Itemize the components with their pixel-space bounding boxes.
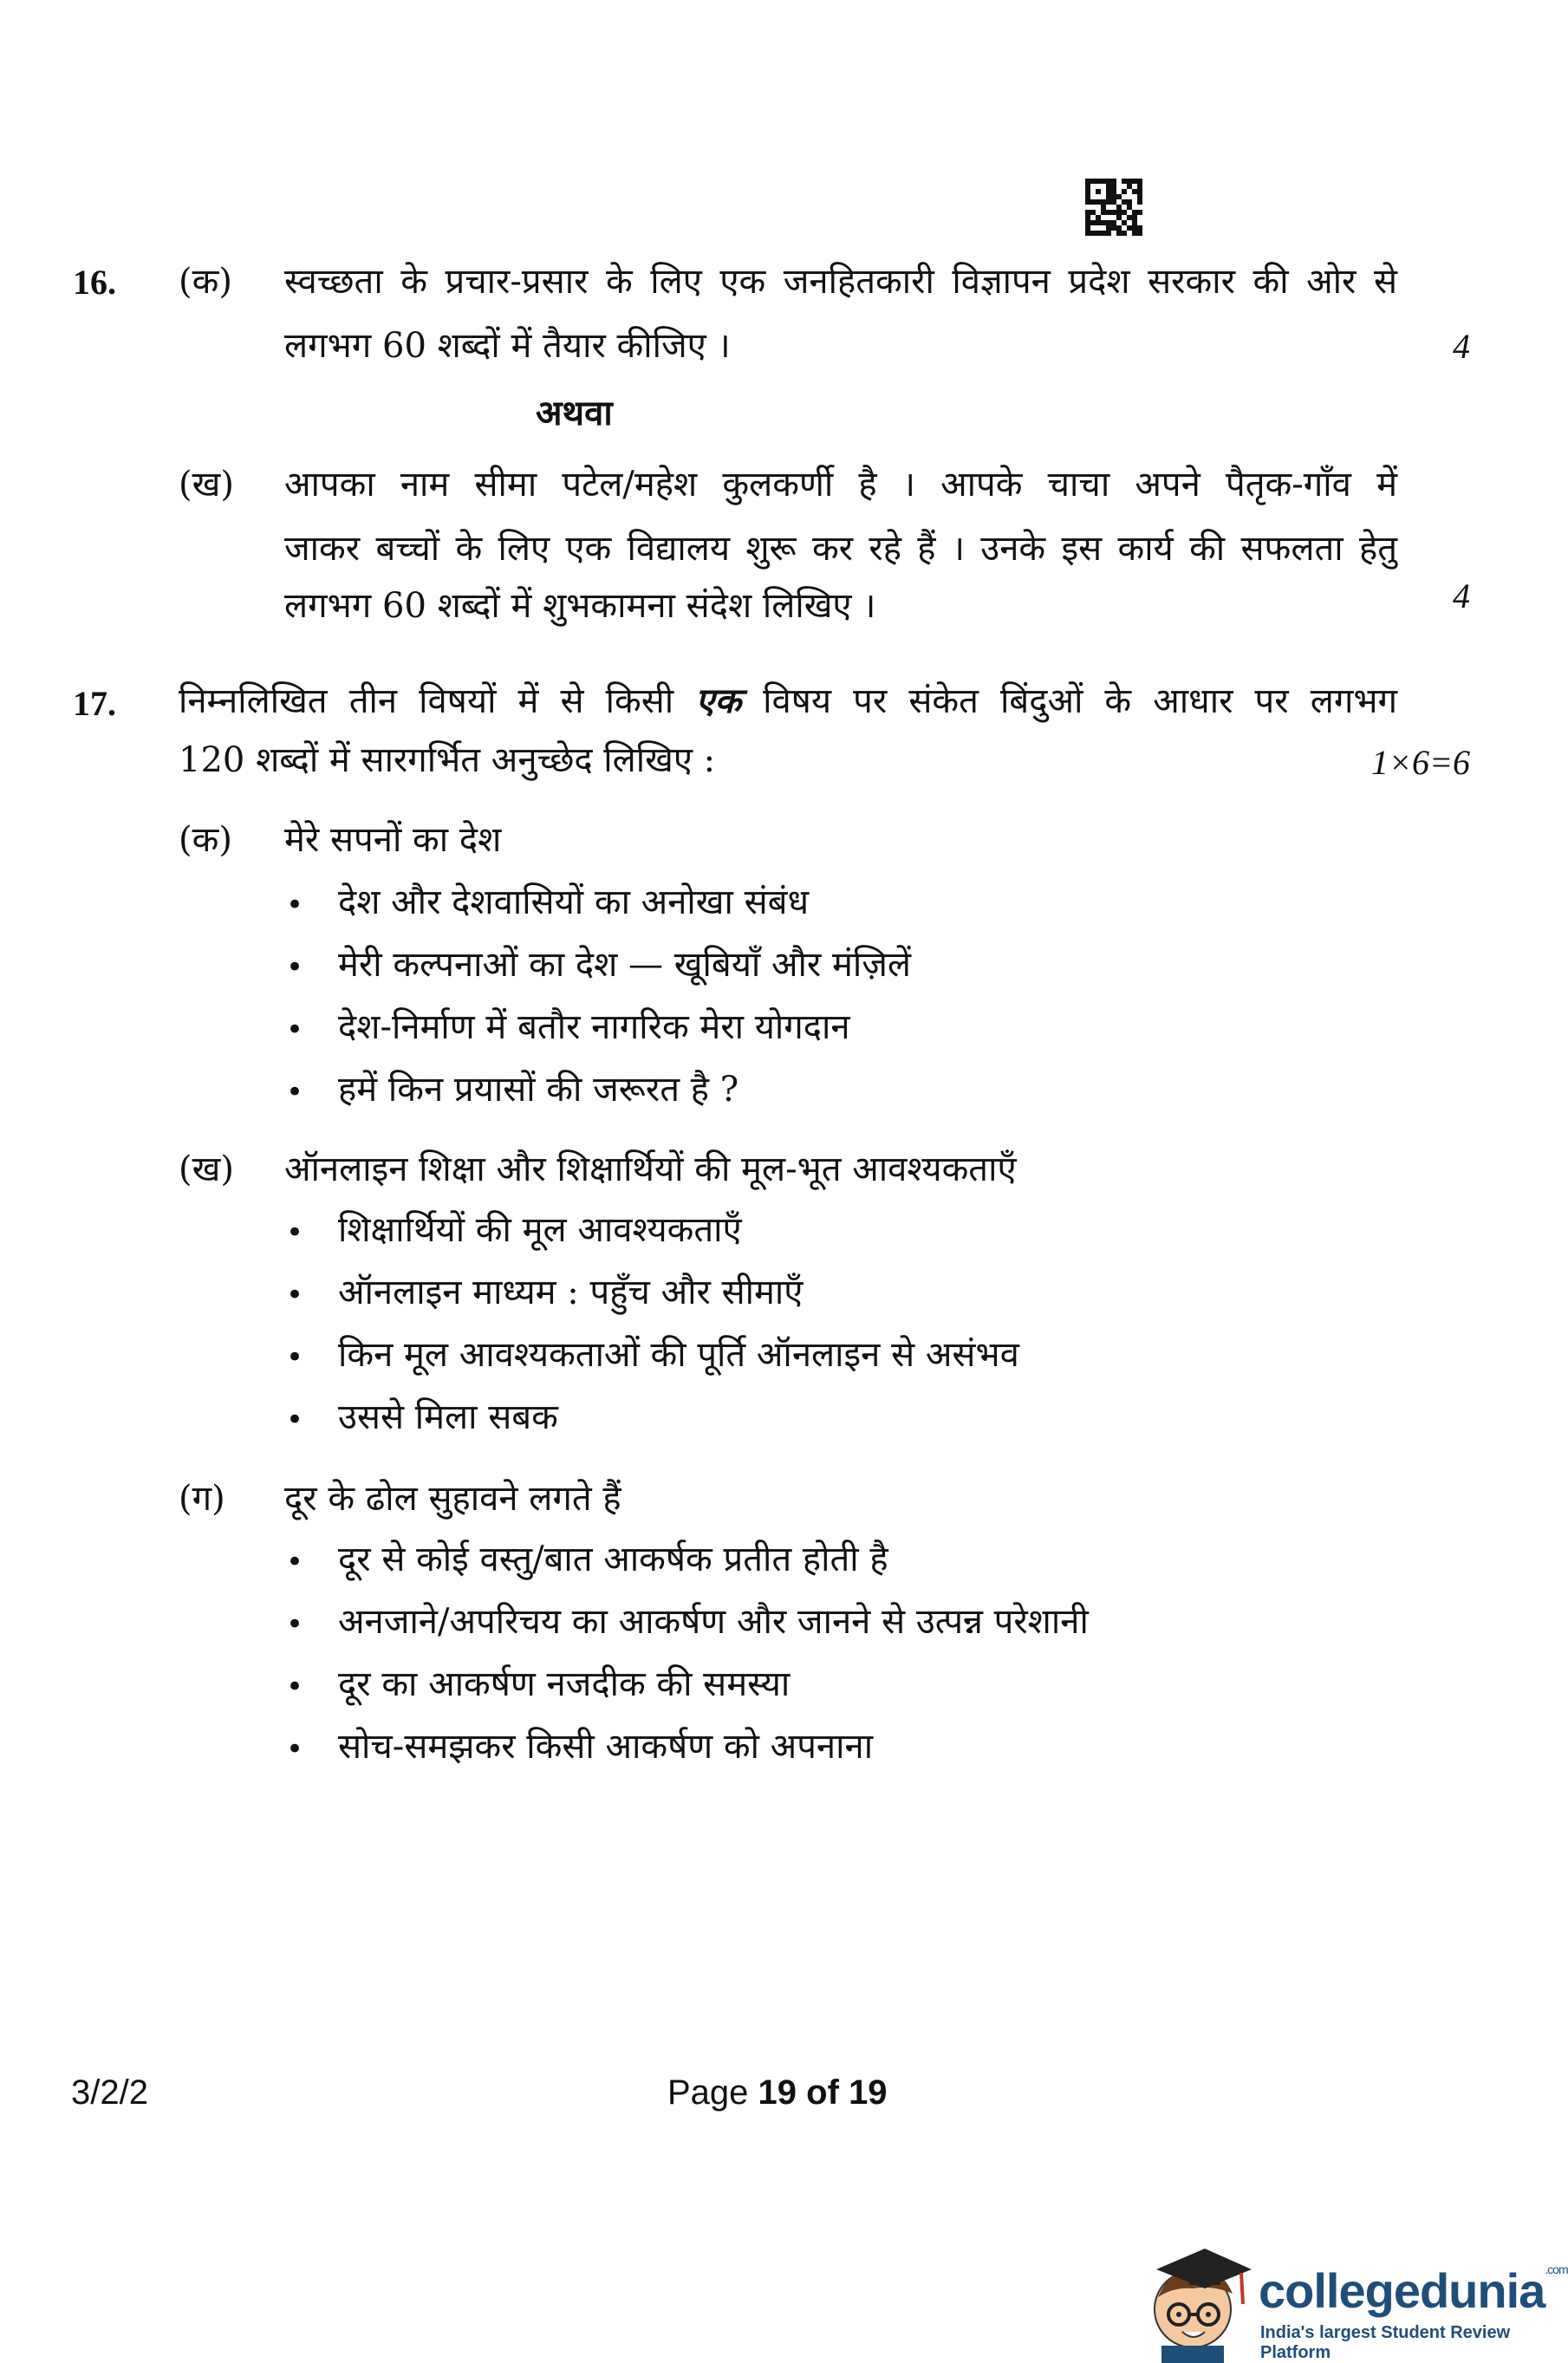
brand-name: collegedunia — [1259, 2263, 1545, 2318]
bullet-icon: • — [286, 1340, 304, 1375]
question-17-number: 17. — [73, 684, 116, 723]
qr-module — [1137, 231, 1142, 236]
bullet-icon: • — [286, 1075, 304, 1110]
page-current: 19 — [758, 2073, 797, 2112]
q16-b-line3: लगभग 60 शब्दों में शुभकामना संदेश लिखिए । — [284, 586, 876, 626]
q17-option-b-point-4: उससे मिला सबक — [338, 1397, 558, 1437]
q17-intro-pre: निम्नलिखित तीन विषयों में से किसी — [179, 681, 674, 721]
qr-code — [1085, 179, 1142, 236]
q17-option-a-point-1: देश और देशवासियों का अनोखा संबंध — [338, 882, 810, 922]
q16-a-line1: स्वच्छता के प्रचार-प्रसार के लिए एक जनहितकारी विज्ञापन प्रदेश सरकार की ओर से — [284, 262, 1397, 302]
question-16-number: 16. — [73, 263, 116, 302]
q16-a-marks: 4 — [1453, 327, 1470, 366]
q17-option-c-title: दूर के ढोल सुहावने लगते हैं — [284, 1479, 621, 1519]
bullet-icon: • — [286, 1670, 304, 1704]
bullet-icon: • — [286, 1012, 304, 1047]
collegedunia-watermark — [1144, 2236, 1568, 2363]
q17-option-a-point-4: हमें किन प्रयासों की जरूरत है ? — [338, 1070, 739, 1110]
q17-option-b-point-1: शिक्षार्थियों की मूल आवश्यकताएँ — [338, 1210, 742, 1250]
q17-option-c-point-1: दूर से कोई वस्तु/बात आकर्षक प्रतीत होती है — [338, 1540, 888, 1579]
q16-b-line2: जाकर बच्चों के लिए एक विद्यालय शुरू कर रहे हैं । उनके इस कार्य की सफलता हेतु — [284, 529, 1397, 569]
bullet-icon: • — [286, 1215, 304, 1250]
q16-a-line2: लगभग 60 शब्दों में तैयार कीजिए । — [284, 326, 731, 366]
bullet-icon: • — [286, 1278, 304, 1312]
q17-option-c-label: (ग) — [179, 1479, 225, 1519]
page-of: of — [806, 2073, 839, 2112]
q17-option-a-point-2: मेरी कल्पनाओं का देश — खूबियाँ और मंज़िलें — [338, 945, 912, 985]
page-prefix: Page — [667, 2073, 749, 2112]
q17-intro-emphasis: एक — [695, 680, 742, 721]
q17-option-b-point-2: ऑनलाइन माध्यम : पहुँच और सीमाएँ — [338, 1273, 804, 1312]
q16-b-line1: आपका नाम सीमा पटेल/महेश कुलकर्णी है । आपके चाचा अपने पैतृक-गाँव में — [284, 465, 1397, 504]
paper-code: 3/2/2 — [71, 2073, 148, 2112]
q17-marks: 1×6=6 — [1371, 743, 1470, 782]
q17-option-c-point-2: अनजाने/अपरिचय का आकर्षण और जानने से उत्पन्न परेशानी — [338, 1602, 1089, 1642]
student-mascot-icon — [1144, 2236, 1257, 2363]
q17-option-c-point-3: दूर का आकर्षण नजदीक की समस्या — [338, 1664, 791, 1704]
q16-b-label: (ख) — [179, 465, 234, 504]
q17-intro-line1 — [179, 669, 1397, 733]
brand-tagline: India's largest Student Review Platform — [1260, 2323, 1511, 2362]
bullet-icon: • — [286, 888, 304, 922]
page-total: 19 — [849, 2073, 888, 2112]
page-indicator — [667, 2073, 888, 2112]
bullet-icon: • — [286, 950, 304, 985]
q16-a-label: (क) — [179, 262, 232, 302]
bullet-icon: • — [286, 1732, 304, 1767]
q17-option-b-point-3: किन मूल आवश्यकताओं की पूर्ति ऑनलाइन से असंभव — [338, 1335, 1019, 1375]
bullet-icon: • — [286, 1607, 304, 1642]
q17-option-b-label: (ख) — [179, 1149, 234, 1189]
q17-option-a-title: मेरे सपनों का देश — [284, 820, 502, 860]
brand-wordmark — [1259, 2262, 1568, 2319]
brand-domain: .com — [1545, 2262, 1568, 2276]
q17-option-c-point-4: सोच-समझकर किसी आकर्षण को अपनाना — [338, 1727, 874, 1767]
q17-option-a-point-3: देश-निर्माण में बतौर नागरिक मेरा योगदान — [338, 1007, 850, 1047]
bullet-icon: • — [286, 1545, 304, 1579]
q16-or-label: अथवा — [536, 393, 613, 433]
q16-b-marks: 4 — [1453, 576, 1470, 615]
q17-option-b-title: ऑनलाइन शिक्षा और शिक्षार्थियों की मूल-भूत आवश्यकताएँ — [284, 1149, 1017, 1189]
bullet-icon: • — [286, 1403, 304, 1437]
q17-intro-line2: 120 शब्दों में सारगर्भित अनुच्छेद लिखिए : — [179, 740, 716, 780]
q17-intro-post: विषय पर संकेत बिंदुओं के आधार पर लगभग — [763, 681, 1397, 721]
q17-option-a-label: (क) — [179, 820, 232, 860]
